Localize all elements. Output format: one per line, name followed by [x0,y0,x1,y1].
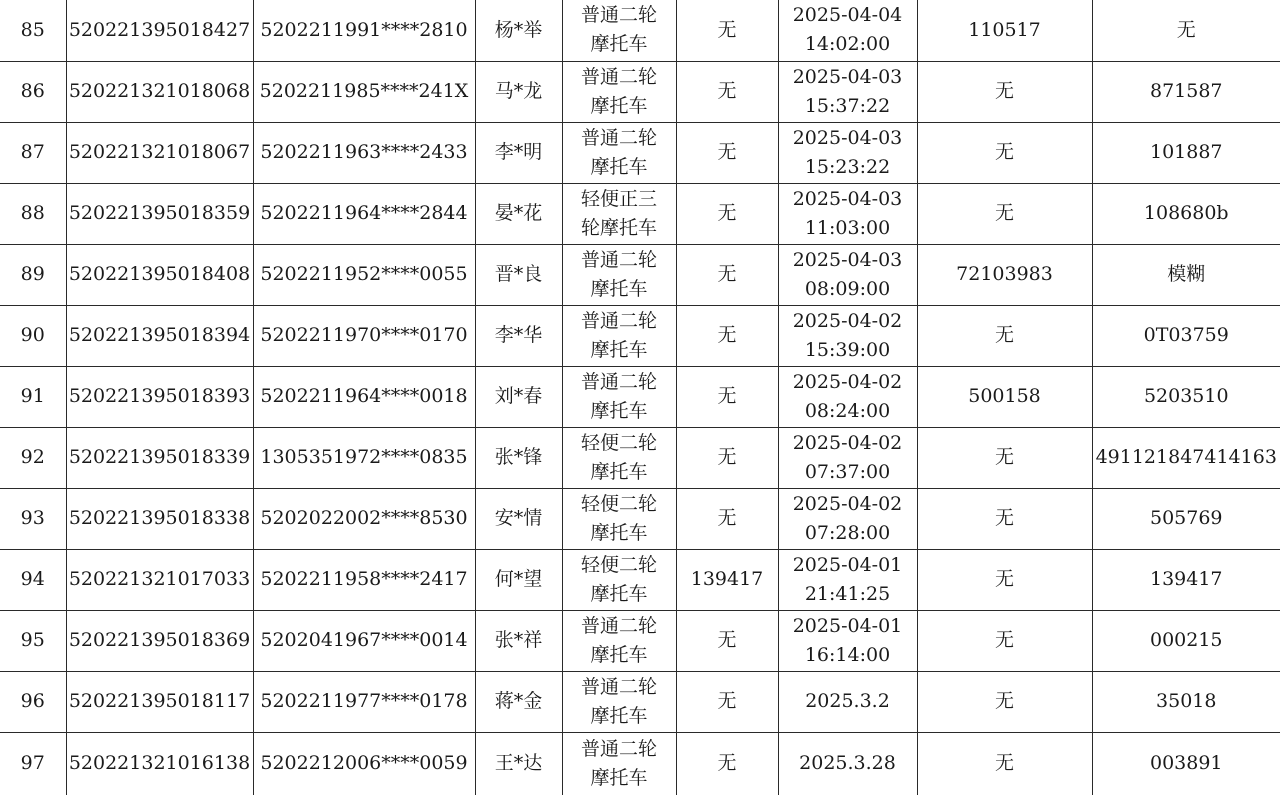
name-cell: 李*明 [475,122,562,183]
time-line: 2025-04-03 [792,248,903,271]
vehicle-type-cell [562,61,676,122]
table-row [0,671,1280,732]
vehicle-type-cell [562,427,676,488]
column9-cell: 505769 [1092,488,1280,549]
record-number-cell: 520221321017033 [66,549,253,610]
time-cell [778,671,917,732]
column8-cell: 无 [917,732,1092,795]
table-row [0,305,1280,366]
vehicle-type-cell [562,549,676,610]
column9-cell: 003891 [1092,732,1280,795]
time-line: 08:09:00 [804,277,891,300]
vehicle-type-line: 普通二轮 [580,737,657,760]
name-cell: 张*祥 [475,610,562,671]
id-number-cell: 5202211977****0178 [253,671,475,732]
id-number-cell: 5202022002****8530 [253,488,475,549]
column6-cell: 无 [676,610,778,671]
column9-cell: 108680b [1092,183,1280,244]
record-number-cell: 520221321016138 [66,732,253,795]
column8-cell: 72103983 [917,244,1092,305]
vehicle-type-line: 轻便正三 [580,187,657,210]
time-cell [778,183,917,244]
vehicle-type-cell [562,244,676,305]
table-row [0,427,1280,488]
seq-cell: 85 [0,0,66,61]
time-line: 21:41:25 [804,582,891,605]
time-line: 2025-04-01 [792,553,903,576]
seq-cell: 94 [0,549,66,610]
column9-cell: 871587 [1092,61,1280,122]
column9-cell: 35018 [1092,671,1280,732]
column6-cell: 无 [676,244,778,305]
time-line: 2025-04-02 [792,431,903,454]
time-line: 2025-04-03 [792,126,903,149]
column8-cell: 无 [917,610,1092,671]
column6-cell: 无 [676,488,778,549]
vehicle-type-line: 普通二轮 [580,126,657,149]
seq-cell: 92 [0,427,66,488]
column6-cell: 无 [676,183,778,244]
vehicle-type-line: 摩托车 [590,277,648,300]
table-row [0,183,1280,244]
column6-cell: 139417 [676,549,778,610]
record-number-cell: 520221395018339 [66,427,253,488]
table-row [0,610,1280,671]
vehicle-type-line: 普通二轮 [580,65,657,88]
seq-cell: 87 [0,122,66,183]
time-cell [778,427,917,488]
id-number-cell: 5202211958****2417 [253,549,475,610]
column9-cell: 139417 [1092,549,1280,610]
name-cell: 杨*举 [475,0,562,61]
table-row [0,122,1280,183]
id-number-cell: 5202211963****2433 [253,122,475,183]
vehicle-type-line: 轻便二轮 [580,553,657,576]
name-cell: 晏*花 [475,183,562,244]
column6-cell: 无 [676,305,778,366]
id-number-cell: 5202211964****0018 [253,366,475,427]
vehicle-type-line: 普通二轮 [580,370,657,393]
time-line: 07:28:00 [804,521,891,544]
vehicle-type-line: 轮摩托车 [580,216,657,239]
time-line: 07:37:00 [804,460,891,483]
seq-cell: 86 [0,61,66,122]
column8-cell: 110517 [917,0,1092,61]
time-cell [778,305,917,366]
name-cell: 安*情 [475,488,562,549]
time-cell [778,549,917,610]
seq-cell: 90 [0,305,66,366]
seq-cell: 96 [0,671,66,732]
id-number-cell: 5202211991****2810 [253,0,475,61]
seq-cell: 95 [0,610,66,671]
record-number-cell: 520221395018369 [66,610,253,671]
vehicle-type-line: 普通二轮 [580,675,657,698]
time-line: 2025-04-01 [792,614,903,637]
time-line: 15:39:00 [804,338,891,361]
vehicle-type-line: 普通二轮 [580,309,657,332]
column9-cell: 000215 [1092,610,1280,671]
id-number-cell: 5202212006****0059 [253,732,475,795]
column6-cell: 无 [676,427,778,488]
vehicle-type-line: 轻便二轮 [580,492,657,515]
time-line: 2025-04-04 [792,4,903,27]
vehicle-type-line: 摩托车 [590,33,648,56]
id-number-cell: 5202211964****2844 [253,183,475,244]
vehicle-type-line: 摩托车 [590,399,648,422]
column6-cell: 无 [676,732,778,795]
seq-cell: 88 [0,183,66,244]
name-cell: 蒋*金 [475,671,562,732]
seq-cell: 89 [0,244,66,305]
vehicle-type-line: 摩托车 [590,460,648,483]
time-cell [778,488,917,549]
name-cell: 何*望 [475,549,562,610]
time-line: 2025.3.28 [799,752,896,775]
vehicle-type-cell [562,122,676,183]
vehicle-type-line: 普通二轮 [580,248,657,271]
column8-cell: 无 [917,183,1092,244]
time-cell [778,244,917,305]
vehicle-type-line: 摩托车 [590,766,648,789]
time-line: 14:02:00 [804,33,891,56]
id-number-cell: 5202041967****0014 [253,610,475,671]
time-line: 11:03:00 [804,216,891,239]
column8-cell: 500158 [917,366,1092,427]
id-number-cell: 5202211985****241X [253,61,475,122]
seq-cell: 93 [0,488,66,549]
time-line: 2025-04-03 [792,187,903,210]
time-line: 2025-04-02 [792,492,903,515]
table-row [0,488,1280,549]
name-cell: 晋*良 [475,244,562,305]
column8-cell: 无 [917,488,1092,549]
seq-cell: 91 [0,366,66,427]
record-number-cell: 520221395018338 [66,488,253,549]
time-cell [778,610,917,671]
column9-cell: 模糊 [1092,244,1280,305]
column8-cell: 无 [917,305,1092,366]
column8-cell: 无 [917,427,1092,488]
record-number-cell: 520221395018117 [66,671,253,732]
table-row [0,732,1280,795]
vehicle-type-line: 普通二轮 [580,4,657,27]
record-number-cell: 520221321018068 [66,61,253,122]
table-row [0,244,1280,305]
table-row [0,549,1280,610]
seq-cell: 97 [0,732,66,795]
vehicle-type-cell [562,183,676,244]
time-cell [778,366,917,427]
record-number-cell: 520221321018067 [66,122,253,183]
vehicle-type-cell [562,610,676,671]
column8-cell: 无 [917,671,1092,732]
vehicle-type-cell [562,366,676,427]
vehicle-type-line: 普通二轮 [580,614,657,637]
table-row [0,0,1280,61]
name-cell: 李*华 [475,305,562,366]
time-line: 2025.3.2 [805,690,890,712]
column9-cell: 无 [1092,0,1280,61]
vehicle-type-cell [562,0,676,61]
column9-cell: 491121847414163 [1092,427,1280,488]
time-line: 15:23:22 [804,155,891,178]
vehicle-type-line: 摩托车 [590,521,648,544]
vehicle-type-line: 摩托车 [590,704,648,727]
table-row [0,61,1280,122]
vehicle-type-cell [562,732,676,795]
column9-cell: 5203510 [1092,366,1280,427]
time-line: 08:24:00 [804,399,891,422]
vehicle-type-cell [562,305,676,366]
column6-cell: 无 [676,61,778,122]
name-cell: 刘*春 [475,366,562,427]
record-number-cell: 520221395018408 [66,244,253,305]
column9-cell: 101887 [1092,122,1280,183]
time-line: 16:14:00 [804,643,891,666]
vehicle-type-line: 摩托车 [590,338,648,361]
column8-cell: 无 [917,61,1092,122]
column6-cell: 无 [676,671,778,732]
time-line: 2025-04-02 [792,309,903,332]
column6-cell: 无 [676,366,778,427]
vehicle-type-line: 摩托车 [590,582,648,605]
column8-cell: 无 [917,122,1092,183]
name-cell: 马*龙 [475,61,562,122]
id-number-cell: 1305351972****0835 [253,427,475,488]
column9-cell: 0T03759 [1092,305,1280,366]
time-cell [778,732,917,795]
time-cell [778,61,917,122]
column6-cell: 无 [676,122,778,183]
record-number-cell: 520221395018359 [66,183,253,244]
vehicle-type-cell [562,671,676,732]
name-cell: 张*锋 [475,427,562,488]
time-cell [778,122,917,183]
record-number-cell: 520221395018394 [66,305,253,366]
time-line: 2025-04-02 [792,370,903,393]
vehicle-type-line: 摩托车 [590,155,648,178]
id-number-cell: 5202211952****0055 [253,244,475,305]
time-line: 15:37:22 [804,94,891,117]
time-cell [778,0,917,61]
column6-cell: 无 [676,0,778,61]
vehicle-type-cell [562,488,676,549]
record-number-cell: 520221395018393 [66,366,253,427]
table-row [0,366,1280,427]
id-number-cell: 5202211970****0170 [253,305,475,366]
vehicle-type-line: 摩托车 [590,643,648,666]
record-number-cell: 520221395018427 [66,0,253,61]
vehicle-type-line: 轻便二轮 [580,431,657,454]
time-line: 2025-04-03 [792,65,903,88]
name-cell: 王*达 [475,732,562,795]
vehicle-type-line: 摩托车 [590,94,648,117]
column8-cell: 无 [917,549,1092,610]
